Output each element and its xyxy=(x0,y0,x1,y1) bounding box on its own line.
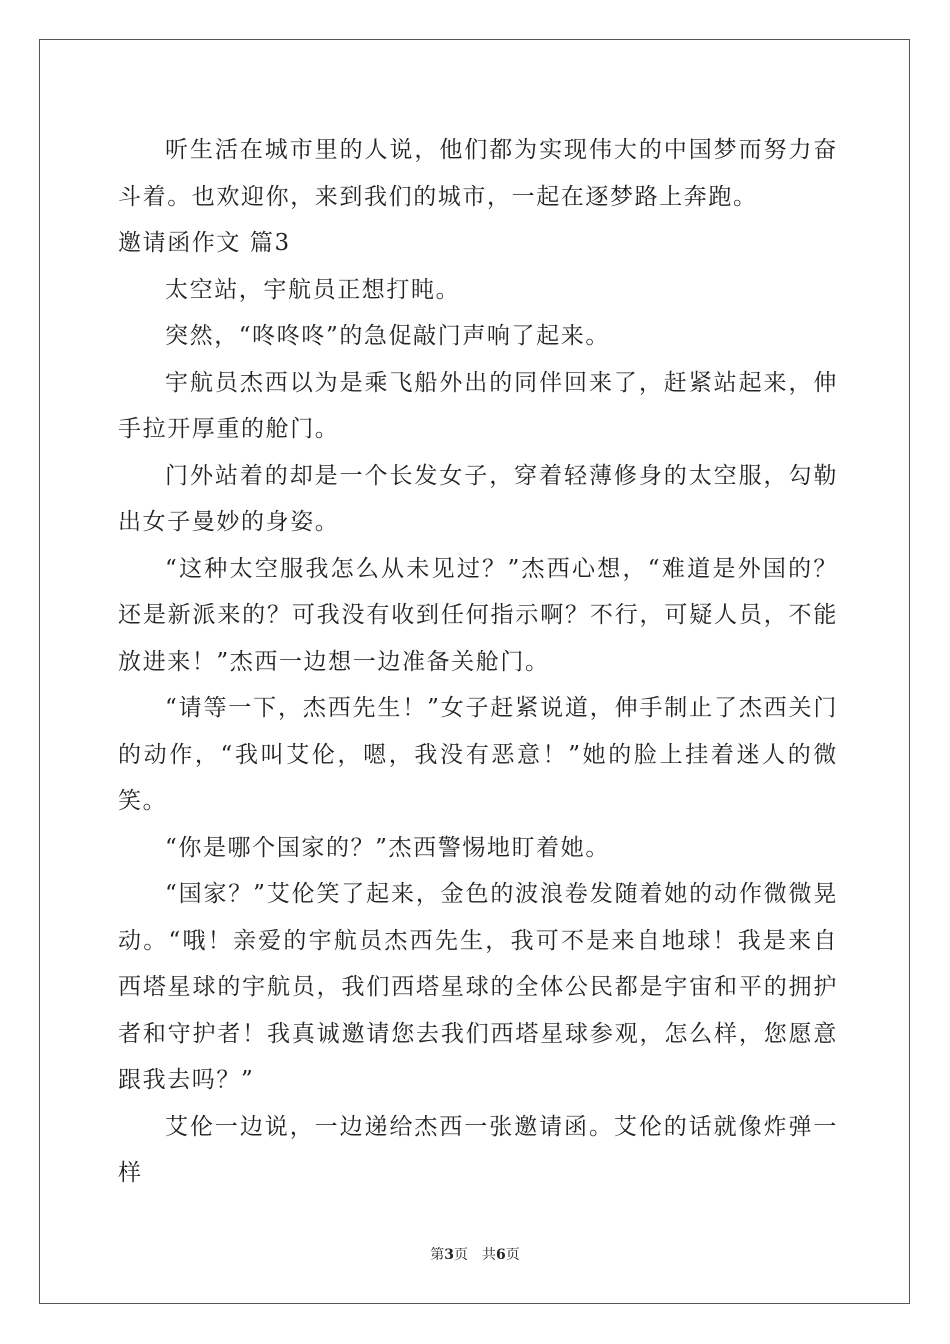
paragraph: “这种太空服我怎么从未见过？”杰西心想，“难道是外国的？还是新派来的？可我没有收到任何指示啊？不行，可疑人员，不能放进来！”杰西一边想一边准备关舱门。 xyxy=(118,555,838,675)
paragraph: 听生活在城市里的人说，他们都为实现伟大的中国梦而努力奋斗着。也欢迎你，来到我们的城市，一起在逐梦路上奔跑。 xyxy=(118,137,838,210)
page-total: 6 xyxy=(496,1247,506,1263)
paragraph: 艾伦一边说，一边递给杰西一张邀请函。艾伦的话就像炸弹一样 xyxy=(118,1113,838,1186)
section-heading: 邀请函作文 篇3 xyxy=(118,230,291,256)
page-total-prefix: 共 xyxy=(482,1247,496,1263)
paragraph: “国家？”艾伦笑了起来，金色的波浪卷发随着她的动作微微晃动。“哦！亲爱的宇航员杰西先生，我可不是来自地球！我是来自西塔星球的宇航员，我们西塔星球的全体公民都是宇宙和平的拥护者和守护者！我真诚邀请您去我们西塔星球参观，怎么样，您愿意跟我去吗？” xyxy=(118,881,838,1093)
document-body xyxy=(118,127,838,1197)
paragraph: “请等一下，杰西先生！”女子赶紧说道，伸手制止了杰西关门的动作，“我叫艾伦，嗯，我没有恶意！”她的脸上挂着迷人的微笑。 xyxy=(118,695,838,814)
page-number-current: 3 xyxy=(444,1247,454,1263)
paragraph: “你是哪个国家的？”杰西警惕地盯着她。 xyxy=(165,834,610,861)
paragraph: 突然，“咚咚咚”的急促敲门声响了起来。 xyxy=(165,323,610,349)
page-number-suffix: 页 xyxy=(454,1247,468,1263)
paragraph: 太空站，宇航员正想打盹。 xyxy=(165,276,461,303)
paragraph: 门外站着的却是一个长发女子，穿着轻薄修身的太空服，勾勒出女子曼妙的身姿。 xyxy=(118,462,838,535)
paragraph: 宇航员杰西以为是乘飞船外出的同伴回来了，赶紧站起来，伸手拉开厚重的舱门。 xyxy=(118,369,838,442)
page-total-suffix: 页 xyxy=(505,1247,520,1263)
page-number-prefix: 第 xyxy=(430,1247,445,1263)
page-footer xyxy=(0,1245,950,1265)
